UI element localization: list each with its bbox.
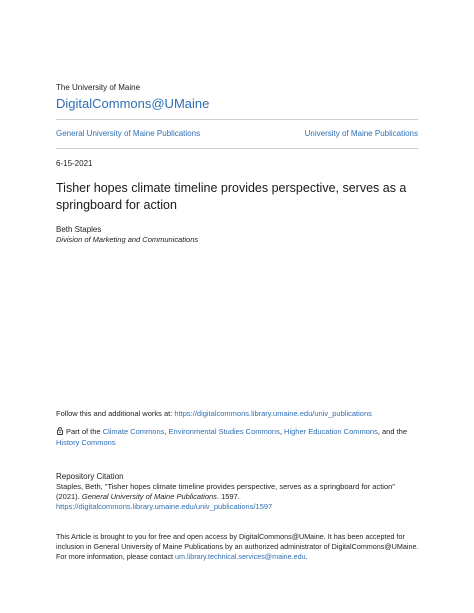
part-of-line — [56, 426, 420, 448]
publication-date: 6-15-2021 — [56, 159, 93, 168]
part-of-sep: , — [279, 427, 285, 436]
author-name: Beth Staples — [56, 225, 102, 234]
part-of-link-climate[interactable]: Climate Commons — [102, 427, 165, 436]
divider-top — [56, 119, 418, 120]
series-link-university[interactable]: University of Maine Publications — [304, 129, 418, 138]
part-of-sep: , and the — [377, 427, 408, 436]
article-title: Tisher hopes climate timeline provides perspective, serves as a springboard for action — [56, 181, 407, 212]
part-of-prefix: Part of the — [66, 427, 103, 436]
contact-email-link[interactable]: um.library.technical.services@maine.edu — [175, 552, 306, 561]
follow-link[interactable]: https://digitalcommons.library.umaine.edu/univ_publications — [174, 409, 372, 418]
access-notice — [56, 532, 420, 562]
open-access-lock-icon — [56, 427, 64, 435]
divider-bottom — [56, 148, 418, 149]
part-of-sep: , — [164, 427, 169, 436]
institution-name: The University of Maine — [56, 83, 141, 92]
citation-body: Staples, Beth, "Tisher hopes climate timeline provides perspective, serves as a springboard for action" (2021). — [56, 482, 395, 501]
notice-end: . — [305, 552, 308, 561]
author-affiliation: Division of Marketing and Communications — [56, 235, 199, 244]
citation-text — [56, 482, 420, 512]
citation-number: . 1597. — [216, 492, 240, 501]
citation-heading: Repository Citation — [56, 472, 124, 481]
repository-link[interactable]: DigitalCommons@UMaine — [56, 96, 210, 111]
follow-line — [56, 409, 372, 418]
part-of-link-history[interactable]: History Commons — [56, 438, 116, 447]
part-of-link-higher-education[interactable]: Higher Education Commons — [284, 427, 378, 436]
part-of-link-environmental[interactable]: Environmental Studies Commons — [168, 427, 280, 436]
citation-source: General University of Maine Publications — [81, 492, 217, 501]
follow-prefix: Follow this and additional works at: — [56, 409, 175, 418]
notice-text: This Article is brought to you for free and open access by DigitalCommons@UMaine. It has been accepted for inclusion in General University of Maine Publications by an authorized administrator of DigitalCommons@UMaine. For more information, please contact — [56, 532, 419, 561]
citation-link[interactable]: https://digitalcommons.library.umaine.edu/univ_publications/1597 — [56, 502, 273, 511]
series-link-general[interactable]: General University of Maine Publications — [56, 129, 201, 138]
